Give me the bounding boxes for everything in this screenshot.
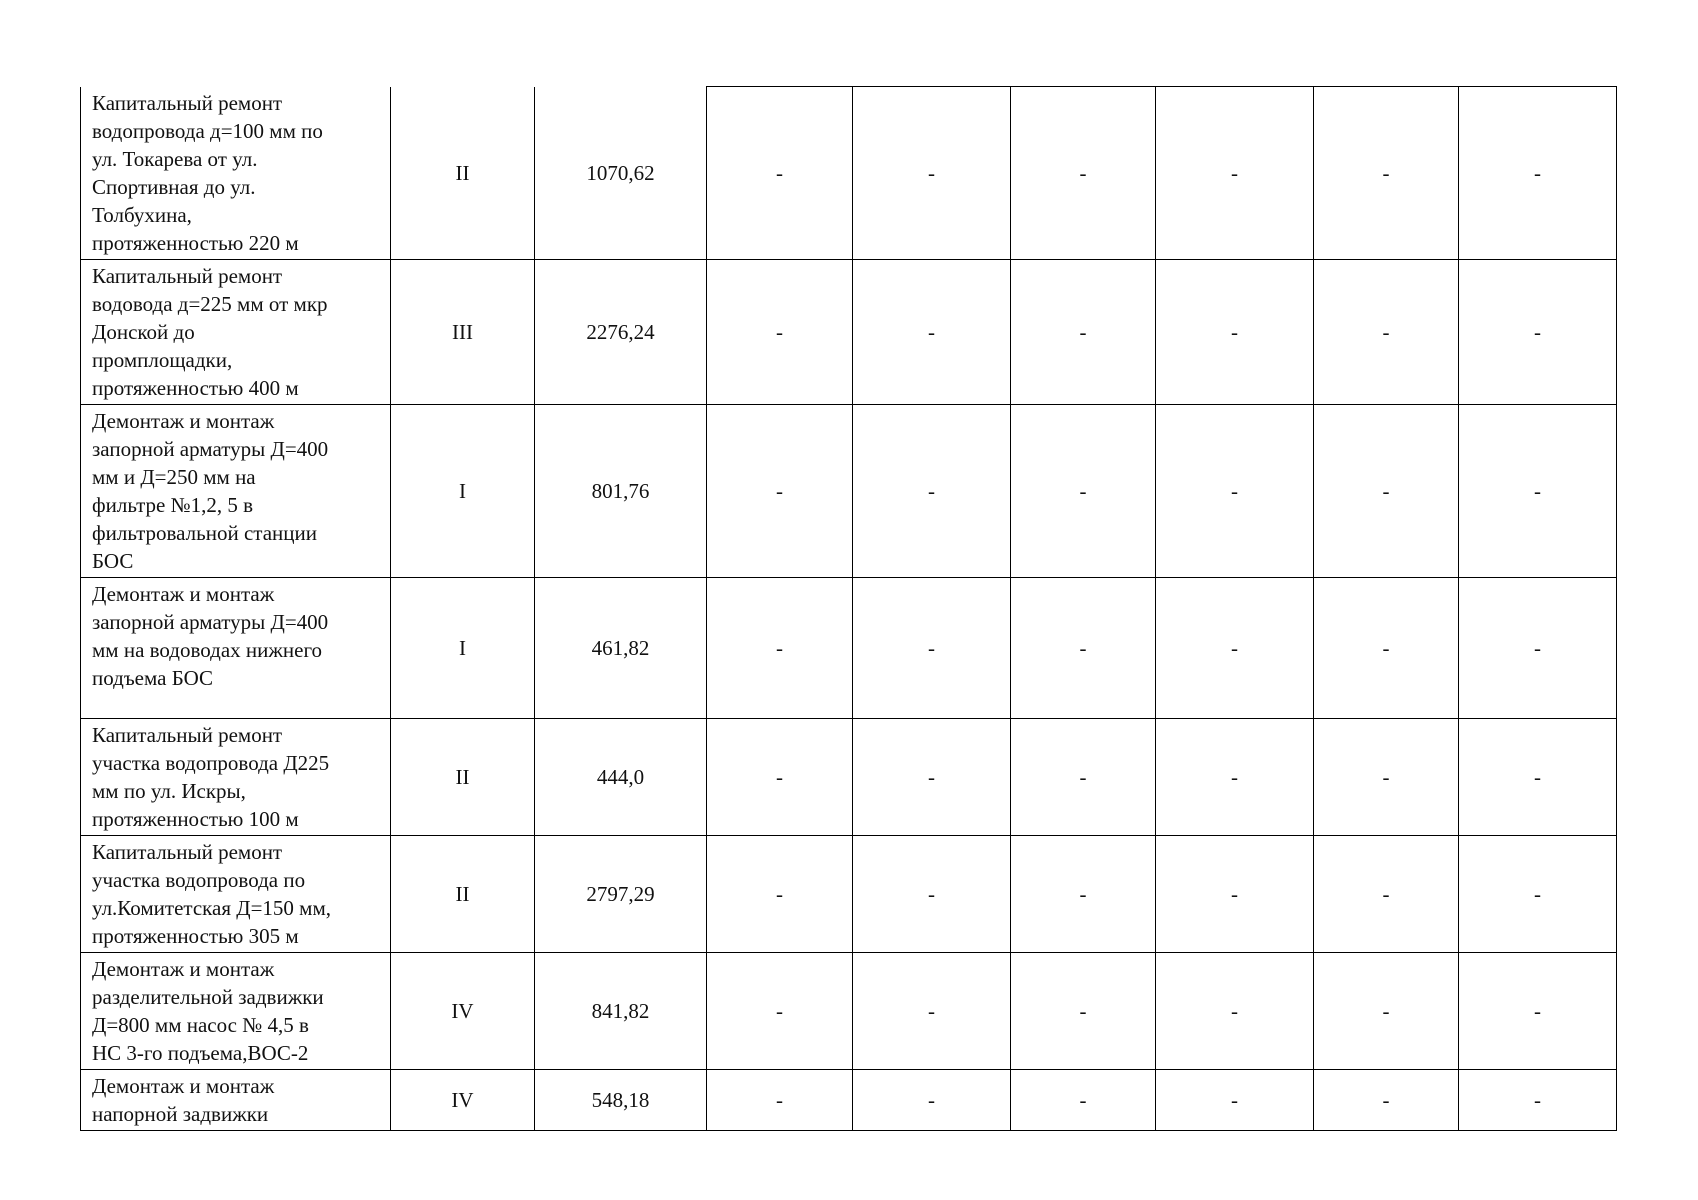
work-description-line: участка водопровода по xyxy=(92,867,306,892)
value-cell: - xyxy=(707,577,853,718)
value-cell: - xyxy=(1314,259,1459,404)
value-cell: - xyxy=(853,577,1011,718)
value-cell: - xyxy=(1314,404,1459,577)
work-description-cell xyxy=(81,1069,391,1130)
value-cell: - xyxy=(707,952,853,1069)
work-description-cell xyxy=(81,87,391,260)
work-description-line: Демонтаж и монтаж xyxy=(92,408,275,433)
work-description-line: БОС xyxy=(92,548,134,573)
value-cell: - xyxy=(1314,718,1459,835)
value-cell: - xyxy=(707,404,853,577)
category-cell: IV xyxy=(391,1069,535,1130)
work-description-line: Капитальный ремонт xyxy=(92,263,283,288)
value-cell: - xyxy=(1011,577,1156,718)
work-description-cell xyxy=(81,404,391,577)
value-cell: - xyxy=(707,1069,853,1130)
work-description-line: НС 3-го подъема,ВОС-2 xyxy=(92,1040,309,1065)
value-cell: - xyxy=(707,835,853,952)
work-description-line: фильтровальной станции xyxy=(92,520,317,545)
value-cell: - xyxy=(1459,404,1617,577)
value-cell: - xyxy=(707,87,853,260)
cost-cell: 2797,29 xyxy=(535,835,707,952)
value-cell: - xyxy=(1459,259,1617,404)
value-cell: - xyxy=(853,835,1011,952)
value-cell: - xyxy=(853,718,1011,835)
value-cell: - xyxy=(853,87,1011,260)
value-cell: - xyxy=(1314,835,1459,952)
value-cell: - xyxy=(1011,404,1156,577)
value-cell: - xyxy=(1459,87,1617,260)
value-cell: - xyxy=(1314,1069,1459,1130)
work-description-line: Д=800 мм насос № 4,5 в xyxy=(92,1012,309,1037)
value-cell: - xyxy=(1156,87,1314,260)
work-description-cell xyxy=(81,577,391,718)
table-row xyxy=(81,1069,1617,1130)
work-description-line: Толбухина, xyxy=(92,202,192,227)
value-cell: - xyxy=(1156,1069,1314,1130)
value-cell: - xyxy=(853,952,1011,1069)
value-cell: - xyxy=(1156,835,1314,952)
cost-cell: 841,82 xyxy=(535,952,707,1069)
work-description-line: водопровода д=100 мм по xyxy=(92,118,323,143)
value-cell: - xyxy=(1011,718,1156,835)
work-description-line: Капитальный ремонт xyxy=(92,722,283,747)
work-description-line: водовода д=225 мм от мкр xyxy=(92,291,328,316)
value-cell: - xyxy=(1156,952,1314,1069)
work-description-cell xyxy=(81,835,391,952)
value-cell: - xyxy=(1156,404,1314,577)
work-description-line: Демонтаж и монтаж xyxy=(92,581,275,606)
table-row xyxy=(81,87,1617,260)
work-description-line: протяженностью 100 м xyxy=(92,806,299,831)
table-row xyxy=(81,835,1617,952)
value-cell: - xyxy=(853,259,1011,404)
value-cell: - xyxy=(707,718,853,835)
work-description-line: ул. Токарева от ул. xyxy=(92,146,258,171)
category-cell: I xyxy=(391,404,535,577)
work-description-line: Демонтаж и монтаж xyxy=(92,1073,275,1098)
value-cell: - xyxy=(1156,259,1314,404)
cost-cell: 444,0 xyxy=(535,718,707,835)
table-row xyxy=(81,718,1617,835)
work-description-line: Донской до xyxy=(92,319,195,344)
category-cell: IV xyxy=(391,952,535,1069)
work-description-line: мм на водоводах нижнего xyxy=(92,637,323,662)
value-cell: - xyxy=(1011,835,1156,952)
value-cell: - xyxy=(1011,952,1156,1069)
table-row xyxy=(81,952,1617,1069)
work-description-line: запорной арматуры Д=400 xyxy=(92,609,329,634)
cost-cell: 1070,62 xyxy=(535,87,707,260)
table-row xyxy=(81,259,1617,404)
work-description-cell xyxy=(81,259,391,404)
value-cell: - xyxy=(1314,952,1459,1069)
value-cell: - xyxy=(853,1069,1011,1130)
value-cell: - xyxy=(1459,952,1617,1069)
table-body xyxy=(81,87,1617,1131)
work-description-line: запорной арматуры Д=400 xyxy=(92,436,329,461)
value-cell: - xyxy=(1459,835,1617,952)
cost-cell: 548,18 xyxy=(535,1069,707,1130)
work-description-line: мм по ул. Искры, xyxy=(92,778,246,803)
value-cell: - xyxy=(1314,577,1459,718)
work-description-line: Капитальный ремонт xyxy=(92,839,283,864)
cost-cell: 2276,24 xyxy=(535,259,707,404)
value-cell: - xyxy=(853,404,1011,577)
value-cell: - xyxy=(1459,1069,1617,1130)
work-description-line: протяженностью 400 м xyxy=(92,375,299,400)
work-description-line: участка водопровода Д225 xyxy=(92,750,330,775)
work-description-cell xyxy=(81,718,391,835)
work-description-line: протяженностью 220 м xyxy=(92,230,299,255)
value-cell: - xyxy=(1459,577,1617,718)
value-cell: - xyxy=(1314,87,1459,260)
cost-cell: 801,76 xyxy=(535,404,707,577)
work-description-line: Демонтаж и монтаж xyxy=(92,956,275,981)
work-description-line: Капитальный ремонт xyxy=(92,90,283,115)
category-cell: III xyxy=(391,259,535,404)
cost-cell: 461,82 xyxy=(535,577,707,718)
work-description-line: протяженностью 305 м xyxy=(92,923,299,948)
work-description-line: напорной задвижки xyxy=(92,1101,269,1126)
work-description-line: промплощадки, xyxy=(92,347,233,372)
value-cell: - xyxy=(1156,577,1314,718)
value-cell: - xyxy=(1156,718,1314,835)
table-row xyxy=(81,404,1617,577)
work-description-line: ул.Комитетская Д=150 мм, xyxy=(92,895,332,920)
work-description-line: фильтре №1,2, 5 в xyxy=(92,492,254,517)
work-description-cell xyxy=(81,952,391,1069)
work-description-line: подъема БОС xyxy=(92,665,214,690)
value-cell: - xyxy=(1011,259,1156,404)
category-cell: II xyxy=(391,718,535,835)
category-cell: II xyxy=(391,835,535,952)
work-description-line: Спортивная до ул. xyxy=(92,174,256,199)
work-description-line: мм и Д=250 мм на xyxy=(92,464,256,489)
works-table xyxy=(80,86,1617,1131)
work-description-line: разделительной задвижки xyxy=(92,984,324,1009)
value-cell: - xyxy=(1459,718,1617,835)
category-cell: II xyxy=(391,87,535,260)
value-cell: - xyxy=(1011,1069,1156,1130)
value-cell: - xyxy=(1011,87,1156,260)
category-cell: I xyxy=(391,577,535,718)
table-row xyxy=(81,577,1617,718)
value-cell: - xyxy=(707,259,853,404)
